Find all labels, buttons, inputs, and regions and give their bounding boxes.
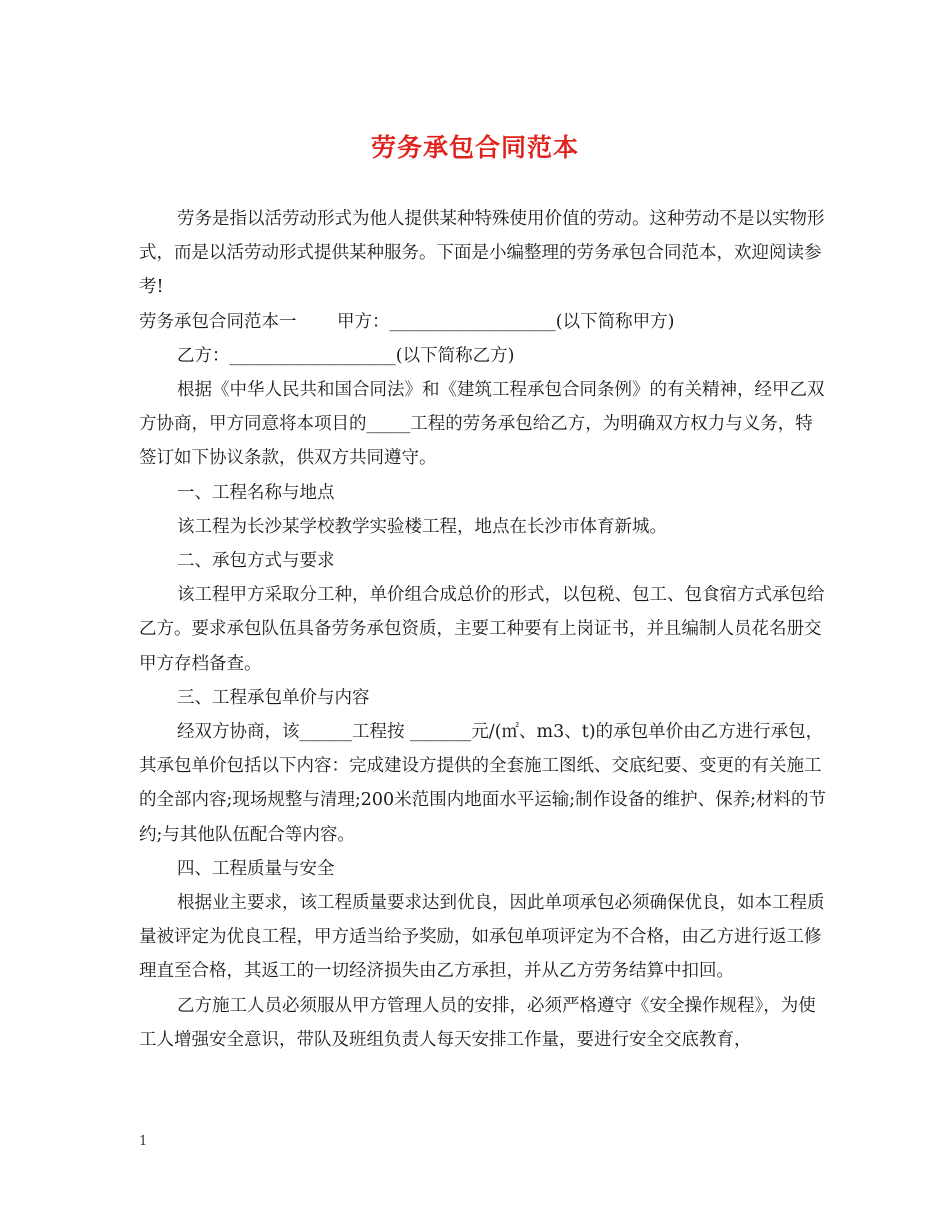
section-1-paragraph: 该工程为长沙某学校教学实验楼工程，地点在长沙市体育新城。 (177, 516, 667, 537)
page-number: 1 (139, 1134, 148, 1149)
party-a-line: 劳务承包合同范本一 甲方：___________________(以下简称甲方) (139, 311, 675, 332)
document-body (139, 202, 829, 1057)
section-2-paragraph: 该工程甲方采取分工种，单价组合成总价的形式，以包税、包工、包食宿方式承包给乙方。要求承包队伍具备劳务承包资质，主要工种要有上岗证书，并且编制人员花名册交甲方存档备查。 (139, 585, 825, 674)
intro-paragraph: 劳务是指以活劳动形式为他人提供某种特殊使用价值的劳动。这种劳动不是以实物形式，而是以活劳动形式提供某种服务。下面是小编整理的劳务承包合同范本，欢迎阅读参考! (139, 209, 825, 298)
section-3-paragraph: 经双方协商，该______工程按 _______元/(㎡、m3、t)的承包单价由乙方进行承包，其承包单价包括以下内容：完成建设方提供的全套施工图纸、交底纪要、变更的有关施工的全部内容;现场规整与清理;200米范围内地面水平运输;制作设备的维护、保养;材料的节约;与其他队伍配合等内容。 (139, 722, 826, 845)
party-b-line: 乙方：___________________(以下简称乙方) (177, 345, 515, 366)
section-heading-1: 一、工程名称与地点 (177, 482, 335, 503)
section-heading-3: 三、工程承包单价与内容 (177, 687, 370, 708)
section-4-paragraph-2: 乙方施工人员必须服从甲方管理人员的安排，必须严格遵守《安全操作规程》，为使工人增强安全意识，带队及班组负责人每天安排工作量，要进行安全交底教育， (139, 995, 816, 1050)
preamble-paragraph: 根据《中华人民共和国合同法》和《建筑工程承包合同条例》的有关精神，经甲乙双方协商，甲方同意将本项目的_____工程的劳务承包给乙方，为明确双方权力与义务，特签订如下协议条款，供双方共同遵守。 (139, 380, 825, 469)
section-4-paragraph-1: 根据业主要求，该工程质量要求达到优良，因此单项承包必须确保优良，如本工程质量被评定为优良工程，甲方适当给予奖励，如承包单项评定为不合格，由乙方进行返工修理直至合格，其返工的一切经济损失由乙方承担，并从乙方劳务结算中扣回。 (139, 893, 825, 982)
section-heading-2: 二、承包方式与要求 (177, 551, 335, 572)
document-title: 劳务承包合同范本 (370, 133, 579, 162)
section-heading-4: 四、工程质量与安全 (177, 858, 335, 879)
